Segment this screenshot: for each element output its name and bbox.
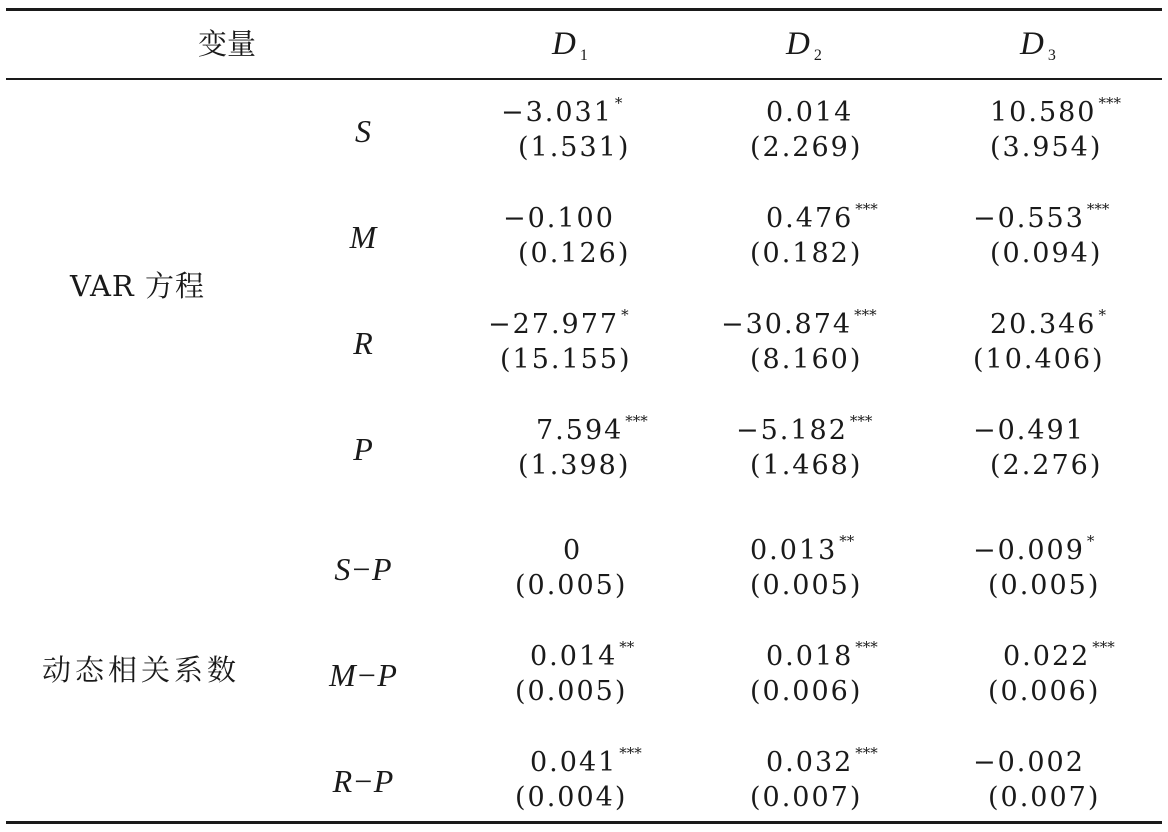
coefficient-cell — [750, 523, 854, 569]
coefficient-value: 7.594 — [536, 415, 624, 446]
coefficient-value: −0.009 — [973, 535, 1085, 566]
coefficient-value: 0.041 — [530, 747, 618, 778]
coefficient-cell — [488, 297, 629, 343]
row-variable: R — [353, 325, 373, 361]
coefficient-value: 0.014 — [530, 641, 618, 672]
coefficient-value: 0.476 — [766, 203, 854, 234]
coefficient-value: 0.022 — [1003, 641, 1091, 672]
coefficient-cell — [1003, 629, 1115, 675]
significance-stars: *** — [855, 638, 878, 656]
significance-stars: *** — [619, 744, 642, 762]
standard-error-cell: (0.005) — [515, 570, 628, 601]
coefficient-value: 0.013 — [750, 535, 838, 566]
standard-error-cell: (3.954) — [990, 132, 1103, 163]
significance-stars: *** — [1092, 638, 1115, 656]
significance-stars: *** — [855, 200, 878, 218]
standard-error-cell: (0.007) — [750, 782, 863, 813]
standard-error-cell: (0.005) — [515, 676, 628, 707]
coefficient-cell — [973, 735, 1087, 781]
group-label-var: VAR 方程 — [70, 269, 205, 303]
header-col-d3: D $_3$ — [1020, 26, 1056, 64]
significance-stars: *** — [854, 306, 877, 324]
significance-stars: ** — [619, 638, 635, 656]
significance-stars: *** — [849, 412, 873, 430]
coefficient-value: −27.977 — [488, 309, 620, 340]
coefficient-value: −5.182 — [736, 415, 848, 446]
row-variable: R−P — [332, 763, 394, 799]
table-bottom-rule — [6, 821, 1162, 824]
standard-error-cell: (1.531) — [518, 132, 631, 163]
coefficient-value: −0.100 — [503, 203, 615, 234]
significance-stars: *** — [1098, 94, 1121, 112]
standard-error-cell: (0.006) — [750, 676, 863, 707]
coefficient-value: −0.553 — [973, 203, 1085, 234]
coefficient-cell — [973, 523, 1094, 569]
standard-error-cell: (0.004) — [515, 782, 628, 813]
coefficient-cell — [503, 191, 617, 237]
coefficient-cell — [973, 403, 1087, 449]
coefficient-cell — [721, 297, 877, 343]
significance-stars: * — [614, 94, 623, 112]
standard-error-cell: (0.007) — [988, 782, 1101, 813]
row-variable: S — [355, 113, 371, 149]
coefficient-value: 0.018 — [766, 641, 854, 672]
coefficient-cell — [766, 191, 878, 237]
coefficient-cell — [530, 735, 642, 781]
significance-stars: *** — [1086, 200, 1110, 218]
coefficient-value: 20.346 — [990, 309, 1097, 340]
standard-error-cell: (8.160) — [750, 344, 863, 375]
standard-error-cell: (0.126) — [518, 238, 631, 269]
coefficient-cell — [563, 523, 584, 569]
coefficient-cell — [973, 191, 1109, 237]
coefficient-value: 0.032 — [766, 747, 854, 778]
coefficient-cell — [536, 403, 648, 449]
coefficient-cell — [736, 403, 872, 449]
standard-error-cell: (2.276) — [990, 450, 1103, 481]
row-variable: S−P — [334, 551, 392, 587]
row-variable: M — [349, 219, 377, 255]
standard-error-cell: (0.094) — [990, 238, 1103, 269]
coefficient-value: −30.874 — [721, 309, 853, 340]
header-col-d2: D $_2$ — [786, 26, 822, 64]
standard-error-cell: (0.182) — [750, 238, 863, 269]
coefficient-cell — [766, 85, 855, 131]
significance-stars: *** — [855, 744, 878, 762]
standard-error-cell: (1.398) — [518, 450, 631, 481]
significance-stars: * — [1098, 306, 1106, 324]
significance-stars: *** — [625, 412, 648, 430]
standard-error-cell: (10.406) — [973, 344, 1105, 375]
row-variable: P — [353, 431, 373, 467]
standard-error-cell: (0.006) — [988, 676, 1101, 707]
coefficient-value: −0.491 — [973, 415, 1085, 446]
coefficient-cell — [766, 629, 878, 675]
coefficient-cell — [501, 85, 622, 131]
header-col-d1: D $_1$ — [552, 26, 588, 64]
coefficient-value: −3.031 — [501, 97, 613, 128]
significance-stars: ** — [839, 532, 855, 550]
coefficient-cell — [530, 629, 634, 675]
coefficient-value: 10.580 — [990, 97, 1097, 128]
significance-stars: * — [1086, 532, 1095, 550]
group-label-dcc: 动态相关系数 — [42, 653, 241, 687]
coefficient-cell — [990, 85, 1121, 131]
standard-error-cell: (0.005) — [988, 570, 1101, 601]
standard-error-cell: (0.005) — [750, 570, 863, 601]
standard-error-cell: (1.468) — [750, 450, 863, 481]
coefficient-cell — [990, 297, 1106, 343]
coefficient-value: 0 — [563, 535, 583, 566]
table-top-rule — [6, 8, 1162, 11]
standard-error-cell: (2.269) — [750, 132, 863, 163]
coefficient-value: 0.014 — [766, 97, 854, 128]
header-variable: 变量 — [198, 27, 257, 61]
coefficient-value: −0.002 — [973, 747, 1085, 778]
table-header-rule — [6, 78, 1162, 80]
standard-error-cell: (15.155) — [500, 344, 632, 375]
significance-stars: * — [621, 306, 629, 324]
coefficient-cell — [766, 735, 878, 781]
row-variable: M−P — [329, 657, 397, 693]
